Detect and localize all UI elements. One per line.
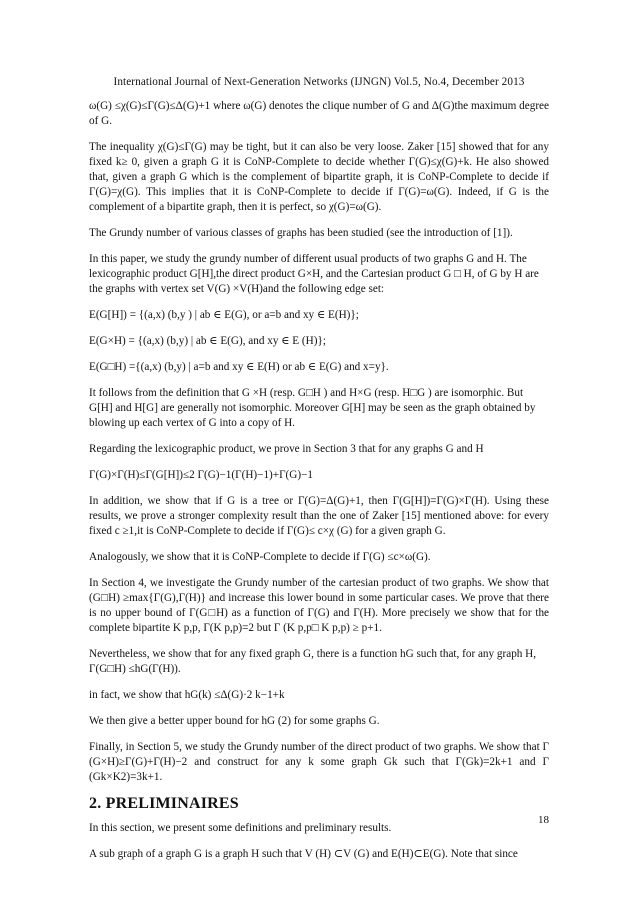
paragraph: Regarding the lexicographic product, we prove in Section 3 that for any graphs G and H [89, 443, 484, 455]
journal-header: International Journal of Next-Generation Networks (IJNGN) Vol.5, No.4, December 2013 [113, 76, 525, 88]
equation-line: in fact, we show that hG(k) ≤Δ(G)·2 k−1+k [89, 689, 285, 701]
paragraph: A sub graph of a graph G is a graph H such that V (H) ⊂V (G) and E(H)⊂E(G). Note that since [89, 848, 518, 860]
paragraph: Nevertheless, we show that for any fixed graph G, there is a function hG such that, for any graph H, Γ(G□H) ≤hG(Γ(H)). [89, 648, 537, 675]
paragraph: In addition, we show that if G is a tree or Γ(G)=Δ(G)+1, then Γ(G[H])=Γ(G)×Γ(H). Using these results, we prove a stronger complexity result than the one of Zaker [15] mentioned above: for every fixed c ≥1,it is CoNP-Complete to decide if Γ(G)≤ c×χ (G) for a given graph G. [89, 495, 549, 537]
equation-line: E(G[H]) = {(a,x) (b,y ) | ab ∈ E(G), or a=b and xy ∈ E(H)}; [89, 309, 359, 321]
paragraph: In this section, we present some definitions and preliminary results. [89, 822, 392, 834]
paragraph: It follows from the definition that G ×H (resp. G□H ) and H×G (resp. H□G ) are isomorphic. But G[H] and H[G] are generally not isomorphic. Moreover G[H] may be seen as the graph obtained by blowing up each vertex of G into a copy of H. [89, 387, 536, 429]
paragraph: In Section 4, we investigate the Grundy number of the cartesian product of two graphs. We show that (G□H) ≥max{Γ(G),Γ(H)} and increase this lower bound in some particular cases. We prove that there is no upper bound of Γ(G□H) as a function of Γ(G) and Γ(H). More precisely we show that for the complete bipartite K p,p, Γ(K p,p)=2 but Γ (K p,p□ K p,p) ≥ p+1. [89, 577, 549, 634]
page-number: 18 [538, 814, 549, 826]
paragraph: ω(G) ≤χ(G)≤Γ(G)≤Δ(G)+1 where ω(G) denotes the clique number of G and Δ(G)the maximum degree of G. [89, 100, 549, 127]
paragraph: We then give a better upper bound for hG (2) for some graphs G. [89, 715, 380, 727]
document-body [89, 99, 549, 873]
paragraph: Analogously, we show that it is CoNP-Complete to decide if Γ(G) ≤c×ω(G). [89, 551, 431, 563]
equation-line: Γ(G)×Γ(H)≤Γ(G[H])≤2 Γ(G)−1(Γ(H)−1)+Γ(G)−1 [89, 469, 313, 481]
equation-line: E(G□H) ={(a,x) (b,y) | a=b and xy ∈ E(H) or ab ∈ E(G) and x=y}. [89, 361, 389, 373]
section-heading: 2. PRELIMINAIRES [89, 795, 239, 812]
paragraph: The inequality χ(G)≤Γ(G) may be tight, but it can also be very loose. Zaker [15] showed that for any fixed k≥ 0, given a graph G it is CoNP-Complete to decide whether Γ(G)≤χ(G)+k. He also showed that, given a graph G which is the complement of bipartite graph, it is CoNP-Complete to decide if Γ(G)=χ(G). This implies that it is CoNP-Complete to decide if Γ(G)=ω(G). Indeed, if G is the complement of a bipartite graph, then it is perfect, so χ(G)=ω(G). [89, 141, 549, 213]
paragraph: In this paper, we study the grundy number of different usual products of two graphs G and H. The lexicographic product G[H],the direct product G×H, and the Cartesian product G □ H, of G by H are the graphs with vertex set V(G) ×V(H)and the following edge set: [89, 253, 539, 295]
paragraph: Finally, in Section 5, we study the Grundy number of the direct product of two graphs. We show that Γ (G×H)≥Γ(G)+Γ(H)−2 and construct for any k some graph Gk such that Γ(Gk)=2k+1 and Γ (Gk×K2)=3k+1. [89, 741, 549, 783]
equation-line: E(G×H) = {(a,x) (b,y) | ab ∈ E(G), and xy ∈ E (H)}; [89, 335, 326, 347]
paragraph: The Grundy number of various classes of graphs has been studied (see the introduction of [1]). [89, 227, 513, 239]
